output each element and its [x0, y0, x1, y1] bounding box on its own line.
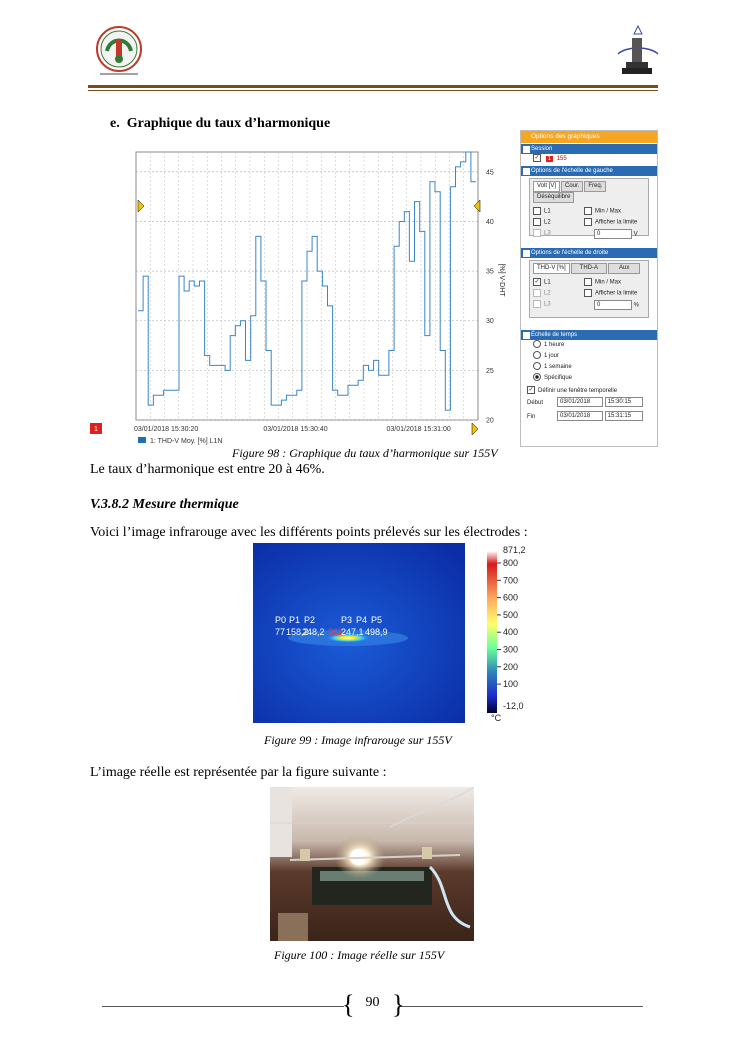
- end-label: Fin: [527, 413, 536, 420]
- define-window-label: Définir une fenêtre temporelle: [538, 388, 618, 394]
- end-row: [521, 411, 657, 422]
- real-photo: [270, 787, 474, 941]
- right-limit: [594, 300, 639, 310]
- right-l2-checkbox[interactable]: [533, 289, 541, 297]
- left-scale-box: [529, 178, 649, 236]
- define-window-checkbox[interactable]: ✓: [528, 387, 534, 394]
- y-tick-label: 40: [486, 218, 494, 226]
- end-time-input[interactable]: 15:31:15: [605, 411, 643, 421]
- left-scale-header[interactable]: Options de l'échelle de gauche: [521, 166, 657, 176]
- y-tick-label: 30: [486, 318, 494, 326]
- time-option-specific[interactable]: [521, 373, 657, 384]
- panel-title: Options des graphiques: [521, 131, 657, 143]
- time-option-hour[interactable]: [521, 340, 657, 351]
- left-l1[interactable]: [533, 207, 551, 215]
- left-l3[interactable]: [533, 229, 551, 237]
- tab-thd-v[interactable]: THD-V [%]: [533, 263, 570, 274]
- ir-color-scale: [487, 551, 497, 713]
- x-tick-label: 03/01/2018 15:30:20: [134, 426, 199, 433]
- right-l1[interactable]: [533, 278, 551, 286]
- ir-point-label: P3: [341, 615, 353, 625]
- ir-point-value: 248,2: [302, 627, 325, 637]
- y-tick-label: 25: [486, 367, 494, 375]
- time-option-day-label: 1 jour: [544, 353, 560, 359]
- right-l3-checkbox[interactable]: [533, 300, 541, 308]
- right-l2-label: L2: [544, 290, 551, 297]
- ir-scale-tick-label: 300: [503, 644, 519, 655]
- right-scale-box: [529, 260, 649, 318]
- end-date-input[interactable]: 03/01/2018: [557, 411, 603, 421]
- photo-canvas: [270, 787, 474, 941]
- right-limit-unit: %: [633, 302, 640, 309]
- start-label: Début: [527, 399, 544, 406]
- time-option-specific-label: Spécifique: [544, 375, 573, 381]
- right-scale-header[interactable]: Options de l'échelle de droite: [521, 248, 657, 258]
- left-show-limit[interactable]: [584, 218, 637, 226]
- right-l3[interactable]: [533, 300, 551, 308]
- time-option-day-radio[interactable]: [533, 351, 541, 359]
- left-minmax[interactable]: [584, 207, 621, 215]
- ir-scale-tick-label: 600: [503, 592, 519, 603]
- left-l1-checkbox[interactable]: [533, 207, 541, 215]
- x-tick-label: 03/01/2018 15:30:40: [263, 426, 328, 433]
- ir-point-label: P4: [356, 615, 368, 625]
- start-time-input[interactable]: 15:30:15: [605, 397, 643, 407]
- ir-point-value: 362: [328, 627, 344, 637]
- right-tabs: [530, 261, 648, 276]
- time-option-hour-label: 1 heure: [544, 342, 565, 348]
- left-limit: [594, 229, 638, 239]
- left-l2[interactable]: [533, 218, 551, 226]
- right-l3-label: L3: [544, 301, 551, 308]
- left-show-limit-label: Afficher la limite: [595, 219, 638, 226]
- time-option-day[interactable]: [521, 351, 657, 362]
- ir-scale-tick-label: 200: [503, 661, 519, 672]
- ir-point-value: 158,2: [286, 627, 309, 637]
- figure-100-caption: Figure 100 : Image réelle sur 155V: [274, 948, 445, 962]
- right-minmax[interactable]: [584, 278, 621, 286]
- start-row: [521, 397, 657, 408]
- y-tick-label: 20: [486, 417, 494, 425]
- ir-scale-tick-label: 500: [503, 609, 519, 620]
- define-window-row[interactable]: [521, 386, 657, 397]
- legend-swatch: [138, 437, 146, 443]
- ir-point-value: 498,9: [365, 627, 388, 637]
- lab-logo: [612, 24, 664, 80]
- ir-scale-max: 871,2: [503, 545, 526, 555]
- left-l2-checkbox[interactable]: [533, 218, 541, 226]
- left-tabs: [530, 179, 648, 205]
- left-minmax-label: Min / Max: [595, 208, 622, 215]
- footer-bracket-left: {: [342, 990, 355, 1019]
- y-tick-label: 45: [486, 169, 494, 177]
- time-option-week[interactable]: [521, 362, 657, 373]
- left-l2-label: L2: [544, 219, 551, 226]
- ir-scale-tick-label: 800: [503, 558, 519, 568]
- left-l1-label: L1: [544, 208, 551, 215]
- start-date-input[interactable]: 03/01/2018: [557, 397, 603, 407]
- header-rule: [88, 85, 658, 88]
- right-show-limit-checkbox[interactable]: [584, 289, 592, 297]
- real-intro-text: L’image réelle est représentée par la figure suivante :: [90, 765, 387, 780]
- right-show-limit-label: Afficher la limite: [595, 290, 638, 297]
- session-badge: 1: [547, 156, 552, 162]
- session-row[interactable]: [521, 154, 657, 165]
- right-limit-input[interactable]: 0: [594, 300, 632, 310]
- university-logo: [92, 25, 146, 77]
- axis-label-y: [498, 263, 505, 297]
- time-option-week-label: 1 semaine: [544, 364, 572, 370]
- ir-scale-unit: °C: [491, 713, 502, 723]
- session-header[interactable]: Session: [521, 144, 657, 154]
- left-limit-unit: V: [633, 231, 638, 238]
- ir-point-label: P1: [289, 615, 301, 625]
- ir-point-value: 247,1: [341, 627, 364, 637]
- ir-canvas: [253, 543, 545, 723]
- time-option-specific-radio[interactable]: [533, 373, 541, 381]
- footer-rule-left: [102, 1006, 344, 1007]
- left-l3-checkbox[interactable]: [533, 229, 541, 237]
- session-checkbox[interactable]: ✓: [534, 155, 540, 162]
- chart-canvas: [88, 130, 520, 450]
- figure-99-caption: Figure 99 : Image infrarouge sur 155V: [264, 733, 452, 747]
- right-l1-checkbox[interactable]: ✓: [534, 279, 540, 285]
- section-heading: e. Graphique du taux d’harmonique: [110, 116, 331, 131]
- graph-options-panel: [520, 130, 658, 447]
- x-tick-label: 03/01/2018 15:31:00: [386, 426, 451, 433]
- session-item: 155: [556, 156, 567, 162]
- time-option-hour-radio[interactable]: [533, 340, 541, 348]
- right-l2[interactable]: [533, 289, 551, 297]
- tab-unbalance[interactable]: Déséquilibre: [533, 192, 574, 203]
- footer-rule-right: [400, 1006, 643, 1007]
- right-minmax-checkbox[interactable]: [584, 278, 592, 286]
- ir-point-value: 77: [275, 627, 286, 637]
- right-show-limit[interactable]: [584, 289, 637, 297]
- figure-98-caption: Figure 98 : Graphique du taux d’harmonique sur 155V: [232, 446, 498, 460]
- ir-point-label: P0: [275, 615, 287, 625]
- ir-scale-min: -12,0: [503, 701, 524, 711]
- infrared-image: [253, 543, 545, 723]
- ir-scale-tick-label: 100: [503, 679, 519, 690]
- subsection-heading: V.3.8.2 Mesure thermique: [90, 497, 239, 512]
- tab-thd-a[interactable]: THD-A: [571, 263, 607, 274]
- left-minmax-checkbox[interactable]: [584, 207, 592, 215]
- footer-bracket-right: }: [392, 990, 405, 1019]
- thd-chart: [88, 130, 520, 450]
- header-rule-thin: [88, 90, 658, 91]
- bottom-cursor-icon[interactable]: [472, 423, 478, 435]
- tab-aux[interactable]: Aux: [608, 263, 640, 274]
- tab-freq[interactable]: Freq.: [584, 181, 606, 192]
- y-tick-label: 35: [486, 268, 494, 276]
- tab-current[interactable]: Cour.: [561, 181, 583, 192]
- left-limit-input[interactable]: 0: [594, 229, 632, 239]
- tab-volt[interactable]: Volt [V]: [533, 181, 560, 192]
- left-show-limit-checkbox[interactable]: [584, 218, 592, 226]
- ir-intro-text: Voici l’image infrarouge avec les différents points prélevés sur les électrodes :: [90, 525, 528, 540]
- ir-point-label: P5: [371, 615, 383, 625]
- right-l1-label: L1: [544, 279, 551, 286]
- legend-label: 1: THD-V Moy. [%] L1N: [150, 438, 223, 445]
- right-minmax-label: Min / Max: [595, 279, 622, 286]
- harmonic-rate-text: Le taux d’harmonique est entre 20 à 46%.: [90, 462, 325, 477]
- svg-text:[%] V-DHT: [%] V-DHT: [498, 263, 505, 297]
- left-l3-label: L3: [544, 230, 551, 237]
- marker-badge-label: 1: [94, 426, 98, 433]
- time-scale-header[interactable]: Échelle de temps: [521, 330, 657, 340]
- ir-scale-tick-label: 700: [503, 575, 519, 586]
- time-option-week-radio[interactable]: [533, 362, 541, 370]
- ir-point-label: P2: [304, 615, 316, 625]
- ir-scale-tick-label: 400: [503, 627, 519, 638]
- page-number: 90: [365, 995, 380, 1010]
